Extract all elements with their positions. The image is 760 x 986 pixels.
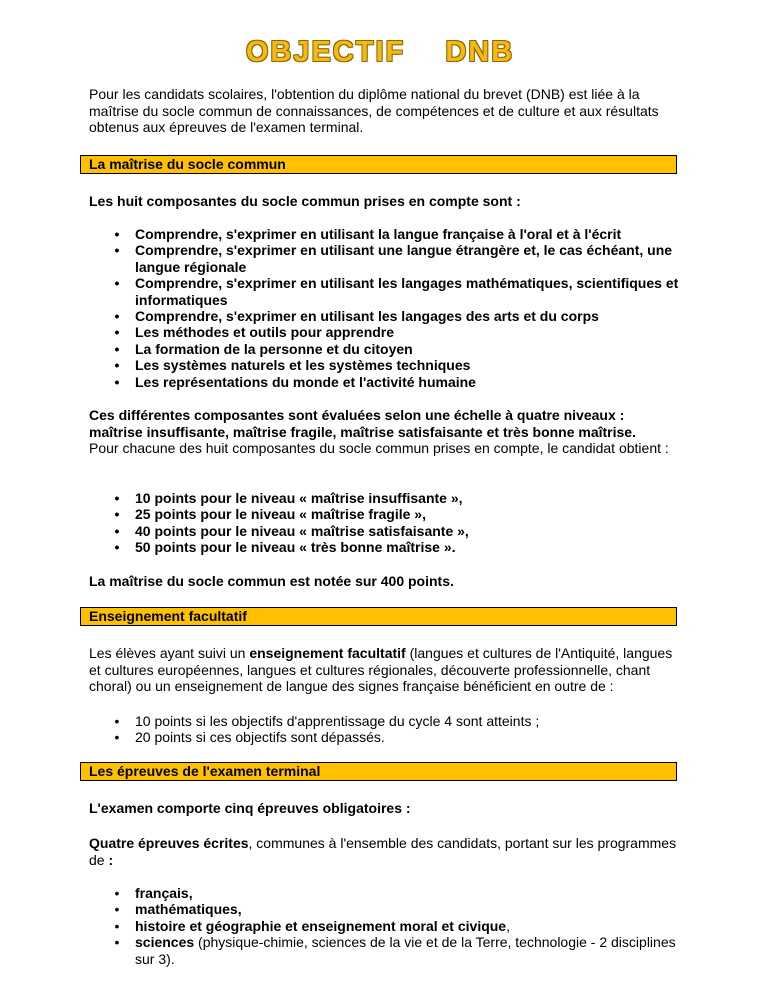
bullet-icon: • xyxy=(114,373,120,390)
subject-name: français, xyxy=(135,885,193,901)
subject-detail: (physique-chimie, sciences de la vie et de la Terre, technologie - 2 disciplines sur 3). xyxy=(135,934,676,967)
bullet-icon: • xyxy=(114,729,120,746)
subject-detail: , xyxy=(506,917,510,934)
list-item xyxy=(89,539,679,555)
bullet-icon: • xyxy=(114,242,120,259)
bullet-icon: • xyxy=(114,357,120,374)
list-item xyxy=(89,901,679,917)
list-item-text: Les méthodes et outils pour apprendre xyxy=(135,324,395,341)
list-item xyxy=(89,506,679,522)
intro-paragraph: Pour les candidats scolaires, l'obtention du diplôme national du brevet (DNB) est liée à la maîtrise du socle commun de connaissances, de compétences et de culture et aux résultats obtenus aux épreuves de l'examen terminal. xyxy=(89,86,659,135)
page-title: OBJECTIF DNB xyxy=(245,36,515,68)
list-item xyxy=(89,490,679,506)
bullet-icon: • xyxy=(114,901,120,918)
list-item xyxy=(89,357,679,373)
section-heading-facultatif: Enseignement facultatif xyxy=(80,607,677,626)
list-item xyxy=(89,324,679,340)
scale-description: Ces différentes composantes sont évaluées selon une échelle à quatre niveaux : maîtrise insuffisante, maîtrise fragile, maîtrise satisfaisante et très bonne maîtrise. xyxy=(89,407,636,440)
list-item-text: Comprendre, s'exprimer en utilisant les langages des arts et du corps xyxy=(135,308,599,325)
list-item-text: 40 points pour le niveau « maîtrise satisfaisante », xyxy=(135,522,469,539)
scale-points-intro: Pour chacune des huit composantes du socle commun prises en compte, le candidat obtient : xyxy=(89,440,669,456)
section-heading-socle: La maîtrise du socle commun xyxy=(80,155,677,174)
list-item-text: Les systèmes naturels et les systèmes techniques xyxy=(135,357,471,374)
list-item-text: La formation de la personne et du citoyen xyxy=(135,340,413,357)
bullet-icon: • xyxy=(114,340,120,357)
components-lead: Les huit composantes du socle commun prises en compte sont : xyxy=(89,193,521,209)
list-item xyxy=(89,729,679,745)
subject-name: mathématiques, xyxy=(135,901,242,918)
facultatif-paragraph xyxy=(89,645,679,695)
bullet-icon: • xyxy=(114,275,120,292)
exam-lead: L'examen comporte cinq épreuves obligatoires : xyxy=(89,800,411,816)
bullet-icon: • xyxy=(114,324,120,341)
bonus-list xyxy=(89,713,679,746)
list-item xyxy=(89,341,679,357)
list-item-text: Les représentations du monde et l'activité humaine xyxy=(135,373,476,390)
bullet-icon: • xyxy=(114,522,120,539)
components-list xyxy=(89,226,679,390)
list-item xyxy=(89,242,679,275)
bullet-icon: • xyxy=(114,539,120,556)
written-exams-colon: : xyxy=(108,851,114,868)
written-exams-text: , communes à l'ensemble des candidats, portant sur les programmes de xyxy=(89,835,677,868)
facultatif-text-before: Les élèves ayant suivi un xyxy=(89,645,250,661)
list-item-text: 20 points si ces objectifs sont dépassés. xyxy=(135,729,385,746)
bullet-icon: • xyxy=(114,308,120,325)
subjects-list xyxy=(89,885,679,967)
subject-name: histoire et géographie et enseignement moral et civique xyxy=(135,917,507,934)
list-item xyxy=(89,713,679,729)
points-list xyxy=(89,490,679,556)
bullet-icon: • xyxy=(114,713,120,729)
list-item xyxy=(89,934,679,967)
written-exams-paragraph xyxy=(89,835,679,868)
list-item xyxy=(89,918,679,934)
facultatif-text-after: (langues et cultures de l'Antiquité, langues et cultures européennes, langues et cultures régionales, découverte professionnelle, chant choral) ou un enseignement de langue des signes française bénéficient en outre de : xyxy=(89,645,673,694)
socle-total: La maîtrise du socle commun est notée sur 400 points. xyxy=(89,573,454,589)
section-heading-epreuves: Les épreuves de l'examen terminal xyxy=(80,762,677,781)
list-item xyxy=(89,523,679,539)
facultatif-bold: enseignement facultatif xyxy=(249,645,406,661)
list-item-text: 10 points si les objectifs d'apprentissage du cycle 4 sont atteints ; xyxy=(135,713,540,729)
list-item xyxy=(89,374,679,390)
list-item xyxy=(89,226,679,242)
list-item xyxy=(89,308,679,324)
list-item xyxy=(89,885,679,901)
list-item-text: 25 points pour le niveau « maîtrise fragile », xyxy=(135,506,426,523)
list-item xyxy=(89,275,679,308)
list-item-text: 10 points pour le niveau « maîtrise insuffisante », xyxy=(135,490,463,506)
list-item-text: Comprendre, s'exprimer en utilisant les langages mathématiques, scientifiques et informatiques xyxy=(135,275,679,308)
subject-name: sciences xyxy=(135,934,195,951)
bullet-icon: • xyxy=(114,885,120,901)
bullet-icon: • xyxy=(114,917,120,934)
bullet-icon: • xyxy=(114,934,120,951)
bullet-icon: • xyxy=(114,506,120,523)
list-item-text: Comprendre, s'exprimer en utilisant une langue étrangère et, le cas échéant, une langue régionale xyxy=(135,242,673,275)
bullet-icon: • xyxy=(114,490,120,506)
written-exams-bold: Quatre épreuves écrites xyxy=(89,835,249,851)
list-item-text: 50 points pour le niveau « très bonne maîtrise ». xyxy=(135,539,456,556)
bullet-icon: • xyxy=(114,226,120,242)
list-item-text: Comprendre, s'exprimer en utilisant la langue française à l'oral et à l'écrit xyxy=(135,226,622,242)
